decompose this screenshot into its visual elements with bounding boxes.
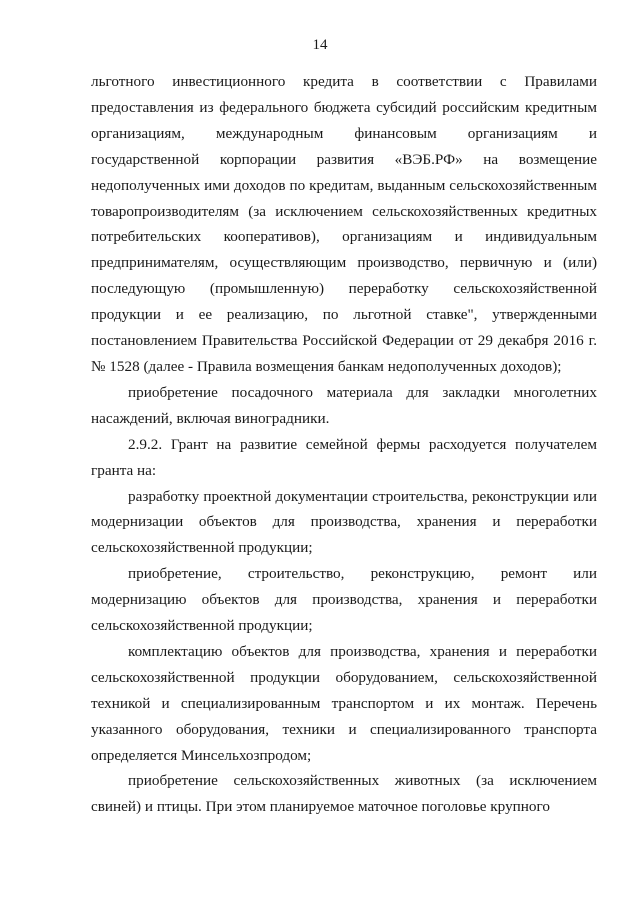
- paragraph-planting-material: приобретение посадочного материала для закладки многолетних насаждений, включая виноградники.: [91, 383, 597, 427]
- paragraph-acquisition-construction: приобретение, строительство, реконструкцию, ремонт или модернизацию объектов для производства, хранения и переработки сельскохозяйственной продукции;: [91, 565, 597, 635]
- paragraph-continuation-credit-rules: льготного инвестиционного кредита в соответствии с Правилами предоставления из федерального бюджета субсидий российским кредитным организациям, международным финансовым организациям и государственной корпорации развития «ВЭБ.РФ» на возмещение недополученных ими доходов по кредитам, выданным сельскохозяйственным товаропроизводителям (за исключением сельскохозяйственных кредитных потребительских кооперативов), организациям и индивидуальным предпринимателям, осуществляющим производство, первичную и (или) последующую (промышленную) переработку сельскохозяйственной продукции и ее реализацию, по льготной ставке", утвержденными постановлением Правительства Российской Федерации от 29 декабря 2016 г. № 1528 (далее - Правила возмещения банкам недополученных доходов);: [91, 73, 597, 375]
- paragraph-section-2-9-2: 2.9.2. Грант на развитие семейной фермы расходуется получателем гранта на:: [91, 435, 597, 479]
- paragraph-livestock: приобретение сельскохозяйственных животных (за исключением свиней) и птицы. При этом планируемое маточное поголовье крупного: [91, 772, 597, 816]
- paragraph-equipment: комплектацию объектов для производства, хранения и переработки сельскохозяйственной продукции оборудованием, сельскохозяйственной техникой и специализированным транспортом и их монтаж. Перечень указанного оборудования, техники и специализированного транспорта определяется Минсельхозпродом;: [91, 642, 597, 764]
- page-number: 14: [312, 37, 328, 53]
- document-body: [91, 69, 597, 820]
- paragraph-project-documentation: разработку проектной документации строительства, реконструкции или модернизации объектов для производства, хранения и переработки сельскохозяйственной продукции;: [91, 487, 597, 557]
